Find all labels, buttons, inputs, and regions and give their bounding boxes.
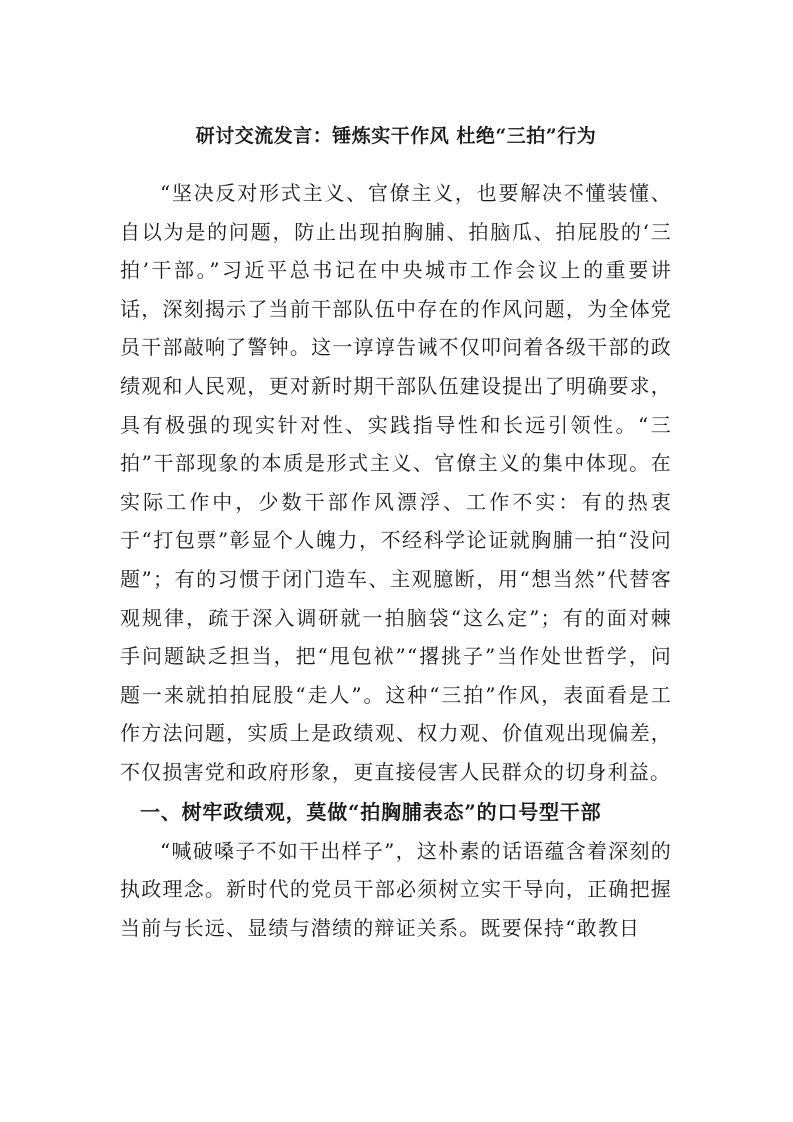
document-body	[120, 116, 672, 947]
paragraph-intro: “坚决反对形式主义、官僚主义，也要解决不懂装懂、自以为是的问题，防止出现拍胸脯、拍脑瓜、拍屁股的‘三拍’干部。”习近平总书记在中央城市工作会议上的重要讲话，深刻揭示了当前干部队伍中存在的作风问题，为全体党员干部敲响了警钟。这一谆谆告诫不仅叩问着各级干部的政绩观和人民观，更对新时期干部队伍建设提出了明确要求，具有极强的现实针对性、实践指导性和长远引领性。“三拍”干部现象的本质是形式主义、官僚主义的集中体现。在实际工作中，少数干部作风漂浮、工作不实：有的热衷于“打包票”彰显个人魄力，不经科学论证就胸脯一拍“没问题”；有的习惯于闭门造车、主观臆断，用“想当然”代替客观规律，疏于深入调研就一拍脑袋“这么定”；有的面对棘手问题缺乏担当，把“甩包袱”“撂挑子”当作处世哲学，问题一来就拍拍屁股“走人”。这种“三拍”作风，表面看是工作方法问题，实质上是政绩观、权力观、价值观出现偏差，不仅损害党和政府形象，更直接侵害人民群众的切身利益。	[120, 181, 672, 784]
paragraph-section-1: “喊破嗓子不如干出样子”，这朴素的话语蕴含着深刻的执政理念。新时代的党员干部必须树立实干导向，正确把握当前与长远、显绩与潜绩的辩证关系。既要保持“敢教日	[120, 838, 672, 940]
document-title: 研讨交流发言：锤炼实干作风 杜绝“三拍”行为	[195, 125, 597, 147]
section-heading-1: 一、树牢政绩观，莫做“拍胸脯表态”的口号型干部	[140, 799, 602, 824]
